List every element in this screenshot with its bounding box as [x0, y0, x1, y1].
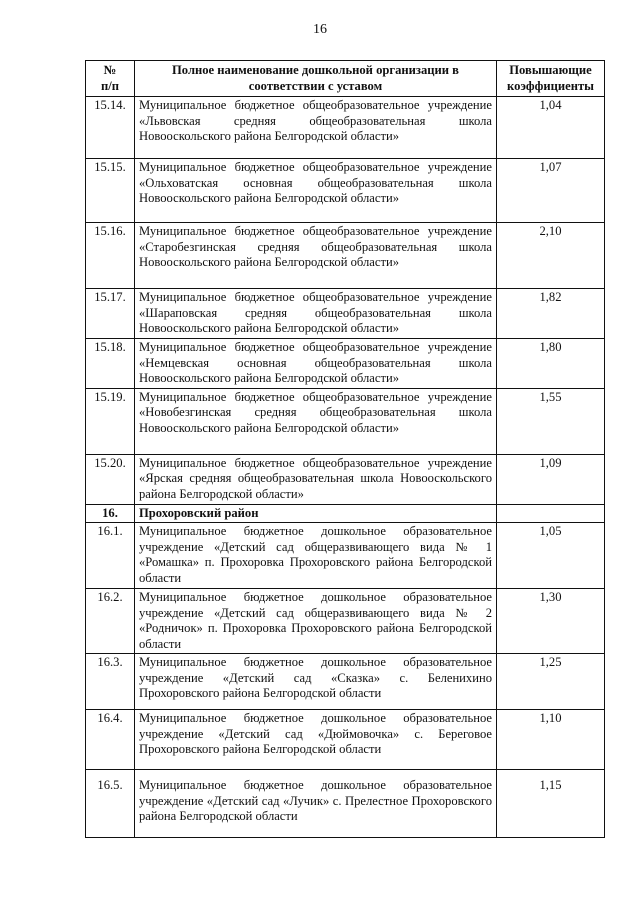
table-row: [86, 289, 605, 339]
table-row: [86, 159, 605, 223]
row-num: 16.1.: [86, 523, 135, 589]
row-name: Муниципальное бюджетное общеобразовательное учреждение «Немцевская основная общеобразовательная школа Новооскольского района Белгородской области»: [135, 339, 497, 389]
table-row: [86, 770, 605, 838]
row-coef: 1,15: [497, 770, 605, 838]
header-num-line1: №: [103, 63, 117, 77]
row-coef: 2,10: [497, 223, 605, 289]
row-num: 15.20.: [86, 454, 135, 504]
table-row: [86, 523, 605, 589]
row-name: Муниципальное бюджетное общеобразовательное учреждение «Ольховатская основная общеобразовательная школа Новооскольского района Белгородской области»: [135, 159, 497, 223]
table-row: [86, 454, 605, 504]
row-num: 15.15.: [86, 159, 135, 223]
table-row: [86, 710, 605, 770]
row-num: 15.16.: [86, 223, 135, 289]
row-coef: 1,07: [497, 159, 605, 223]
row-name: Муниципальное бюджетное общеобразовательное учреждение «Львовская средняя общеобразовательная школа Новооскольского района Белгородской области»: [135, 97, 497, 159]
row-num: 16.2.: [86, 589, 135, 654]
row-name: Муниципальное бюджетное дошкольное образовательное учреждение «Детский сад общеразвивающего вида № 1 «Ромашка» п. Прохоровка Прохоровского района Белгородской области: [135, 523, 497, 589]
row-name: Муниципальное бюджетное общеобразовательное учреждение «Шараповская средняя общеобразовательная школа Новооскольского района Белгородской области»: [135, 289, 497, 339]
row-num: 16.5.: [86, 770, 135, 838]
page-number: 16: [313, 22, 327, 37]
coefficients-table: [85, 60, 605, 838]
row-num: 15.19.: [86, 388, 135, 454]
table-row: [86, 589, 605, 654]
row-name: Муниципальное бюджетное дошкольное образовательное учреждение «Детский сад «Сказка» с. Беленихино Прохоровского района Белгородской области: [135, 654, 497, 710]
header-num: [86, 61, 135, 97]
header-coef: Повышающие коэффициенты: [497, 61, 605, 97]
header-num-line2: п/п: [100, 78, 119, 93]
table-row: [86, 339, 605, 389]
row-coef: 1,55: [497, 388, 605, 454]
row-num: 16.3.: [86, 654, 135, 710]
row-coef: 1,09: [497, 454, 605, 504]
row-name: Муниципальное бюджетное дошкольное образовательное учреждение «Детский сад «Лучик» с. Прелестное Прохоровского района Белгородской области: [135, 770, 497, 838]
row-coef: 1,04: [497, 97, 605, 159]
row-num: 16.4.: [86, 710, 135, 770]
row-num: 15.17.: [86, 289, 135, 339]
row-num: 15.14.: [86, 97, 135, 159]
section-row: [86, 504, 605, 523]
row-name: Муниципальное бюджетное общеобразовательное учреждение «Старобезгинская средняя общеобразовательная школа Новооскольского района Белгородской области»: [135, 223, 497, 289]
row-coef: 1,25: [497, 654, 605, 710]
section-title: Прохоровский район: [135, 504, 497, 523]
table-row: [86, 654, 605, 710]
section-empty: [497, 504, 605, 523]
header-name: Полное наименование дошкольной организации в соответствии с уставом: [135, 61, 497, 97]
table-row: [86, 388, 605, 454]
row-coef: 1,82: [497, 289, 605, 339]
row-name: Муниципальное бюджетное общеобразовательное учреждение «Ярская средняя общеобразовательная школа Новооскольского района Белгородской области»: [135, 454, 497, 504]
row-name: Муниципальное бюджетное дошкольное образовательное учреждение «Детский сад общеразвивающего вида № 2 «Родничок» п. Прохоровка Прохоровского района Белгородской области: [135, 589, 497, 654]
row-coef: 1,05: [497, 523, 605, 589]
table-row: [86, 97, 605, 159]
row-coef: 1,80: [497, 339, 605, 389]
row-coef: 1,30: [497, 589, 605, 654]
row-num: 15.18.: [86, 339, 135, 389]
row-name: Муниципальное бюджетное общеобразовательное учреждение «Новобезгинская средняя общеобразовательная школа Новооскольского района Белгородской области»: [135, 388, 497, 454]
section-num: 16.: [86, 504, 135, 523]
table-row: [86, 223, 605, 289]
row-name: Муниципальное бюджетное дошкольное образовательное учреждение «Детский сад «Дюймовочка» с. Береговое Прохоровского района Белгородской области: [135, 710, 497, 770]
table-header-row: [86, 61, 605, 97]
row-coef: 1,10: [497, 710, 605, 770]
